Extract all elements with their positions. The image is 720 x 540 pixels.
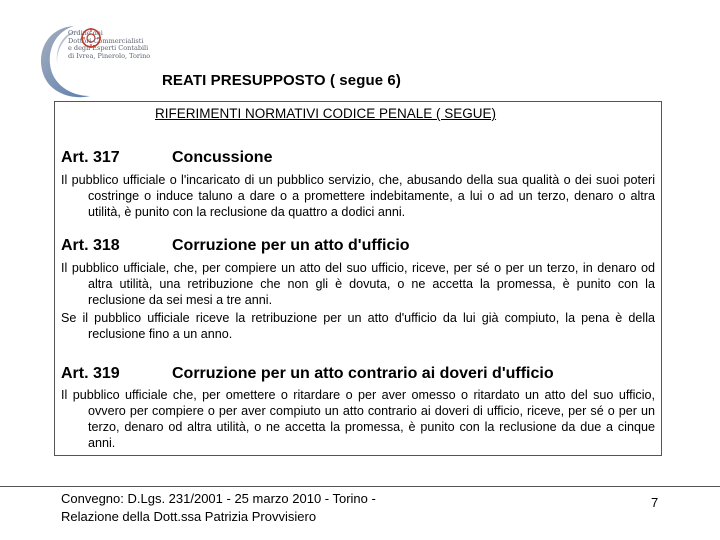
article-paragraph: Il pubblico ufficiale o l'incaricato di un pubblico servizio, che, abusando della sua qualità o dei suoi poteri costringe o induce taluno a dare o a promettere indebitamente, a lui o ad un terzo, denaro o altra utilità, è punito con la reclusione da quattro a dodici anni. [61,173,655,219]
logo-line: Dottori Commercialisti [68,36,144,45]
footer-line-1: Convegno: D.Lgs. 231/2001 - 25 marzo 2010 - Torino - [61,491,376,506]
footer-line-2: Relazione della Dott.ssa Patrizia Provvisiero [61,509,317,524]
article-title: Corruzione per un atto d'ufficio [172,237,410,254]
logo-line: di Ivrea, Pinerolo, Torino [68,51,151,60]
article-number: Art. 318 [61,237,120,254]
logo-line: e degli Esperti Contabili [68,44,149,53]
article-heading-319 [61,365,554,383]
footer-text [61,490,376,526]
footer-divider [0,486,720,487]
article-paragraph: Il pubblico ufficiale che, per omettere o ritardare o per aver omesso o ritardato un atto del suo ufficio, ovvero per compiere o per aver compiuto un atto contrario ai doveri di ufficio, riceve, per sé o per un terzo, denaro od altra utilità, o ne accetta la promessa, è punito con la reclusione da due a cinque anni. [61,388,655,450]
article-number: Art. 317 [61,149,120,166]
slide-subtitle: RIFERIMENTI NORMATIVI CODICE PENALE ( SEGUE) [155,106,497,121]
logo-line: Ordine dei [68,29,103,37]
page-number: 7 [651,495,659,510]
article-title: Corruzione per un atto contrario ai doveri d'ufficio [172,365,554,382]
article-number: Art. 319 [61,365,120,382]
article-heading-318 [61,237,410,255]
logo-text [68,30,153,60]
article-title: Concussione [172,149,273,166]
article-paragraph: Il pubblico ufficiale, che, per compiere un atto del suo ufficio, riceve, per sé o per un terzo, in denaro od altra utilità, una retribuzione che non gli è dovuta, o ne accetta la promessa, è punito con la reclusione da sei mesi a tre anni. [61,261,655,307]
article-paragraph: Se il pubblico ufficiale riceve la retribuzione per un atto d'ufficio da lui già compiuto, la pena è della reclusione fino a un anno. [61,311,655,341]
article-heading-317 [61,149,272,167]
slide-title: REATI PRESUPPOSTO ( segue 6) [162,72,401,89]
